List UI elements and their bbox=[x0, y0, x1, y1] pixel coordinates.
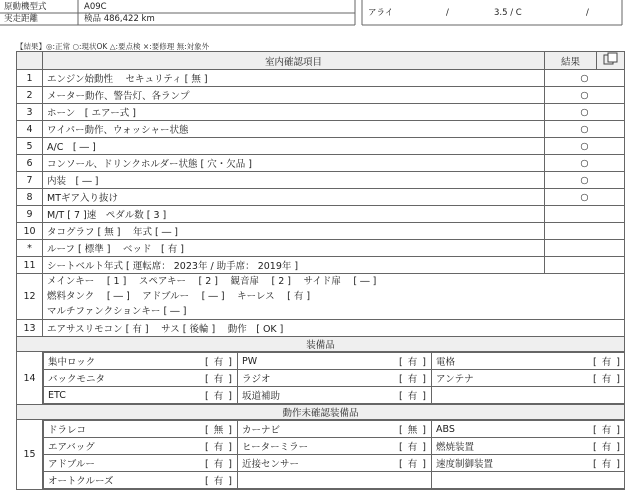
equipment-name: オートクルーズ bbox=[44, 472, 162, 489]
equipment-value: [ 有 ] bbox=[552, 353, 625, 370]
unchecked-title: 動作未確認装備品 bbox=[17, 405, 625, 420]
row-number: 11 bbox=[17, 257, 43, 274]
equipment-row bbox=[44, 353, 625, 370]
equipment-name: 電格 bbox=[432, 353, 552, 370]
equipment-value: [ 有 ] bbox=[358, 438, 432, 455]
equipment-value: [ 有 ] bbox=[358, 387, 432, 404]
check-item-text: シートベルト年式 [ 運転席： 2023年 / 助手席： 2019年 ] bbox=[43, 257, 545, 274]
equipment-value: [ 有 ] bbox=[162, 438, 238, 455]
equipment-name: アドブルー bbox=[44, 455, 162, 472]
row-number: 13 bbox=[17, 320, 43, 337]
check-result: ○ bbox=[545, 70, 625, 87]
row-number: 14 bbox=[17, 352, 43, 405]
equipment-value: [ 有 ] bbox=[358, 353, 432, 370]
check-row bbox=[17, 206, 625, 223]
row-number: 1 bbox=[17, 70, 43, 87]
equipment-grid-cell bbox=[43, 352, 625, 405]
check-result: ○ bbox=[545, 172, 625, 189]
check-result bbox=[545, 240, 625, 257]
check-row bbox=[17, 223, 625, 240]
equipment-name: エアバッグ bbox=[44, 438, 162, 455]
equipment-row bbox=[44, 455, 625, 472]
equipment-value bbox=[552, 387, 625, 404]
alignment-value: 3.5 / C bbox=[494, 8, 522, 18]
equipment-value bbox=[552, 472, 625, 489]
check-item-text: M/T [ 7 ]速 ペダル数 [ 3 ] bbox=[43, 206, 545, 223]
equipment-name: 近接センサー bbox=[238, 455, 358, 472]
equipment-name: PW bbox=[238, 353, 358, 370]
equipment-value: [ 有 ] bbox=[162, 387, 238, 404]
equipment-row bbox=[44, 370, 625, 387]
check-item-text: ルーフ [ 標準 ] ベッド [ 有 ] bbox=[43, 240, 545, 257]
check-item-text: ワイパー動作、ウォッシャー状態 bbox=[43, 121, 545, 138]
engine-model-label: 原動機型式 bbox=[4, 2, 47, 12]
key-info-line: 燃料タンク [ ― ] アドブルー [ ― ] キーレス [ 有 ] bbox=[47, 291, 311, 302]
check-row bbox=[17, 189, 625, 206]
equipment-name: 速度制御装置 bbox=[432, 455, 552, 472]
row-number: 15 bbox=[17, 420, 43, 490]
check-row bbox=[17, 121, 625, 138]
key-info-line: マルチファンクションキー [ ― ] bbox=[47, 306, 187, 317]
check-result bbox=[545, 223, 625, 240]
alignment-slash: / bbox=[446, 8, 449, 18]
equipment-name: 坂道補助 bbox=[238, 387, 358, 404]
mileage-label: 実走距離 bbox=[4, 14, 39, 24]
row-number: 6 bbox=[17, 155, 43, 172]
check-header-result: 結果 bbox=[545, 52, 597, 70]
check-header-row bbox=[17, 52, 625, 70]
equipment-title-row bbox=[17, 337, 625, 352]
mileage-value: 検品 486,422 km bbox=[84, 14, 155, 24]
equipment-name: ETC bbox=[44, 387, 162, 404]
equipment-name: アンテナ bbox=[432, 370, 552, 387]
check-header-title: 室内確認項目 bbox=[43, 52, 545, 70]
equipment-value: [ 有 ] bbox=[162, 353, 238, 370]
row-number: 5 bbox=[17, 138, 43, 155]
check-row bbox=[17, 155, 625, 172]
equipment-block bbox=[17, 352, 625, 405]
unchecked-grid bbox=[43, 420, 625, 489]
equipment-name: ヒーターミラー bbox=[238, 438, 358, 455]
check-row bbox=[17, 138, 625, 155]
equipment-title: 装備品 bbox=[17, 337, 625, 352]
equipment-value: [ 有 ] bbox=[358, 370, 432, 387]
equipment-grid bbox=[43, 352, 625, 404]
check-item-text: コンソール、ドリンクホルダー状態 [ 穴・欠品 ] bbox=[43, 155, 545, 172]
equipment-name bbox=[238, 472, 358, 489]
equipment-name: 燃焼装置 bbox=[432, 438, 552, 455]
check-result: ○ bbox=[545, 138, 625, 155]
equipment-value: [ 有 ] bbox=[552, 421, 625, 438]
check-item-text: 内装 [ ― ] bbox=[43, 172, 545, 189]
check-result: ○ bbox=[545, 121, 625, 138]
equipment-name bbox=[432, 387, 552, 404]
row-number: 8 bbox=[17, 189, 43, 206]
vehicle-info-header bbox=[0, 0, 640, 26]
check-item-text: A/C [ ― ] bbox=[43, 138, 545, 155]
equipment-row bbox=[44, 438, 625, 455]
unchecked-block bbox=[17, 420, 625, 490]
row-number: 3 bbox=[17, 104, 43, 121]
row-number: 7 bbox=[17, 172, 43, 189]
equipment-name bbox=[432, 472, 552, 489]
key-info-cell bbox=[43, 274, 625, 320]
row-13 bbox=[17, 320, 625, 337]
equipment-name: バックモニタ bbox=[44, 370, 162, 387]
check-row bbox=[17, 104, 625, 121]
inspection-table bbox=[16, 51, 625, 490]
check-result: ○ bbox=[545, 189, 625, 206]
equipment-value: [ 無 ] bbox=[162, 421, 238, 438]
row-number: * bbox=[17, 240, 43, 257]
check-row bbox=[17, 87, 625, 104]
check-row bbox=[17, 172, 625, 189]
check-result: ○ bbox=[545, 87, 625, 104]
equipment-value bbox=[358, 472, 432, 489]
key-info-line: メインキー [ 1 ] スペアキー [ 2 ] 観音扉 [ 2 ] サイド扉 [ ― ] bbox=[47, 276, 377, 287]
unchecked-grid-cell bbox=[43, 420, 625, 490]
check-row bbox=[17, 240, 625, 257]
equipment-value: [ 無 ] bbox=[358, 421, 432, 438]
check-result bbox=[545, 206, 625, 223]
equipment-value: [ 有 ] bbox=[162, 370, 238, 387]
equipment-name: ラジオ bbox=[238, 370, 358, 387]
engine-model-value: A09C bbox=[84, 2, 107, 12]
result-legend: 【結果】◎:正常 ○:現状OK △:要点検 ×:要修理 無:対象外 bbox=[16, 42, 210, 51]
check-result: ○ bbox=[545, 104, 625, 121]
check-result: ○ bbox=[545, 155, 625, 172]
equipment-value: [ 有 ] bbox=[358, 455, 432, 472]
check-row bbox=[17, 257, 625, 274]
check-result bbox=[545, 257, 625, 274]
equipment-value: [ 有 ] bbox=[552, 455, 625, 472]
check-item-text: エンジン始動性 セキュリティ [ 無 ] bbox=[43, 70, 545, 87]
equipment-value: [ 有 ] bbox=[552, 438, 625, 455]
equipment-name: 集中ロック bbox=[44, 353, 162, 370]
check-item-text: メーター動作、警告灯、各ランプ bbox=[43, 87, 545, 104]
row-number: 10 bbox=[17, 223, 43, 240]
equipment-name: ドラレコ bbox=[44, 421, 162, 438]
check-item-text: ホーン [ エアー式 ] bbox=[43, 104, 545, 121]
equipment-name: カーナビ bbox=[238, 421, 358, 438]
check-row bbox=[17, 70, 625, 87]
alignment-label: アライ bbox=[368, 8, 394, 18]
equipment-row bbox=[44, 421, 625, 438]
row-number: 12 bbox=[17, 274, 43, 320]
row-number: 2 bbox=[17, 87, 43, 104]
row-number: 9 bbox=[17, 206, 43, 223]
equipment-row bbox=[44, 387, 625, 404]
equipment-value: [ 有 ] bbox=[162, 472, 238, 489]
equipment-value: [ 有 ] bbox=[162, 455, 238, 472]
check-item-text: タコグラフ [ 無 ] 年式 [ ― ] bbox=[43, 223, 545, 240]
unchecked-title-row bbox=[17, 405, 625, 420]
check-item-text: MTギア入り抜け bbox=[43, 189, 545, 206]
equipment-name: ABS bbox=[432, 421, 552, 438]
copy-icon[interactable] bbox=[597, 52, 625, 70]
row-12 bbox=[17, 274, 625, 320]
alignment-slash: / bbox=[586, 8, 589, 18]
row-number: 4 bbox=[17, 121, 43, 138]
equipment-value: [ 有 ] bbox=[552, 370, 625, 387]
air-suspension-text: エアサスリモコン [ 有 ] サス [ 後輪 ] 動作 [ OK ] bbox=[43, 320, 625, 337]
equipment-row bbox=[44, 472, 625, 489]
